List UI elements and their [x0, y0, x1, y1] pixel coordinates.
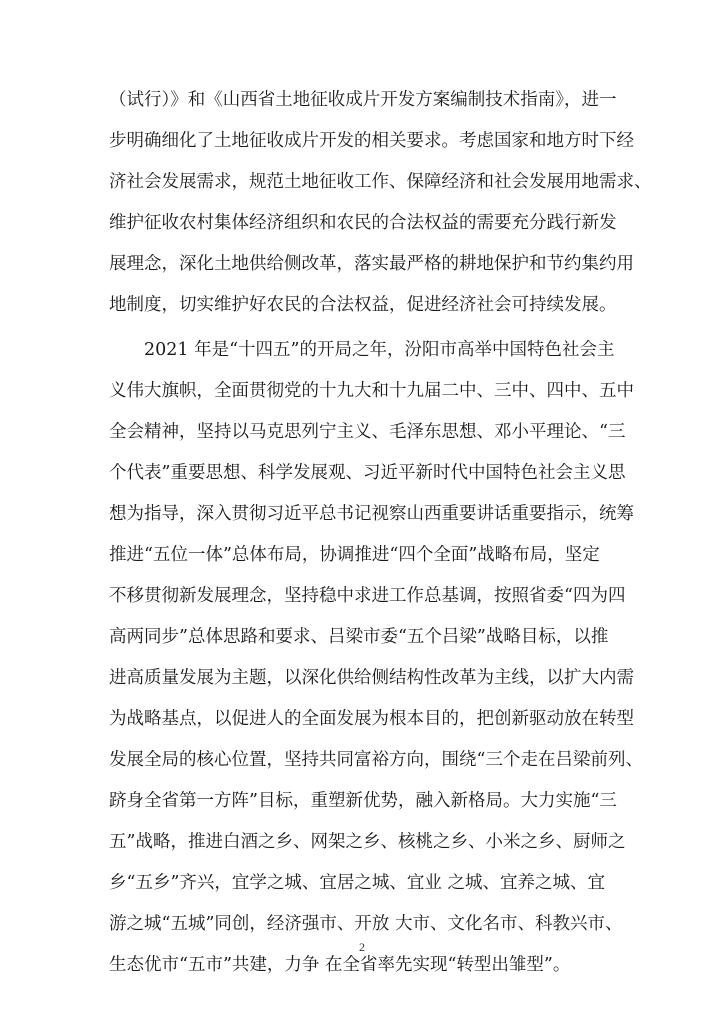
text-line: 游之城“五城”同创，经济强市、开放 大市、文化名市、科教兴市、 — [109, 914, 623, 934]
text-line: 步明确细化了土地征收成片开发的相关要求。考虑国家和地方时下经 — [109, 131, 634, 151]
text-line: 地制度，切实维护好农民的合法权益，促进经济社会可持续发展。 — [109, 295, 617, 315]
text-line: 跻身全省第一方阵”目标，重塑新优势，融入新格局。大力实施“三 — [109, 791, 617, 811]
page-number: 2 — [359, 940, 365, 954]
text-line: 不移贯彻新发展理念，坚持稳中求进工作总基调，按照省委“四为四 — [109, 586, 626, 606]
text-line: 想为指导，深入贯彻习近平总书记视察山西重要讲话重要指示，统筹 — [109, 504, 634, 524]
text-line: 义伟大旗帜，全面贯彻党的十九大和十九届二中、三中、四中、五中 — [109, 381, 634, 401]
paragraph-2 — [109, 330, 643, 986]
text-line: 展理念，深化土地供给侧改革，落实最严格的耕地保护和节约集约用 — [109, 254, 634, 274]
text-line: 推进“五位一体”总体布局，协调推进“四个全面”战略布局，坚定 — [109, 545, 600, 565]
text-line: 济社会发展需求，规范土地征收工作、保障经济和社会发展用地需求、 — [109, 172, 652, 192]
text-line: 五”战略，推进白酒之乡、网架之乡、核桃之乡、小米之乡、厨师之 — [109, 832, 626, 852]
text-line: 进高质量发展为主题，以深化供给侧结构性改革为主线，以扩大内需 — [109, 668, 634, 688]
text-line: （试行）》和《山西省土地征收成片开发方案编制技术指南》，进一 — [109, 90, 617, 110]
text-line: 2021 年是“十四五”的开局之年，汾阳市高举中国特色社会主 — [109, 340, 615, 360]
body-text — [109, 80, 652, 986]
text-line: 发展全局的核心位置，坚持共同富裕方向，围绕“三个走在吕梁前列、 — [109, 750, 643, 770]
text-line: 高两同步”总体思路和要求、吕梁市委“五个吕梁”战略目标，以推 — [109, 627, 609, 647]
text-line: 为战略基点，以促进人的全面发展为根本目的，把创新驱动放在转型 — [109, 709, 634, 729]
text-line: 维护征收农村集体经济组织和农民的合法权益的需要充分践行新发 — [109, 213, 617, 233]
text-line: 个代表”重要思想、科学发展观、习近平新时代中国特色社会主义思 — [109, 463, 626, 483]
text-line: 全会精神，坚持以马克思列宁主义、毛泽东思想、邓小平理论、“三 — [109, 422, 626, 442]
text-line: 乡“五乡”齐兴，宜学之城、宜居之城、宜业 之城、宜养之城、宜 — [109, 873, 605, 893]
text-line: 生态优市“五市”共建，力争 在全省率先实现“转型出雏型”。 — [109, 955, 571, 975]
paragraph-1 — [109, 80, 652, 326]
